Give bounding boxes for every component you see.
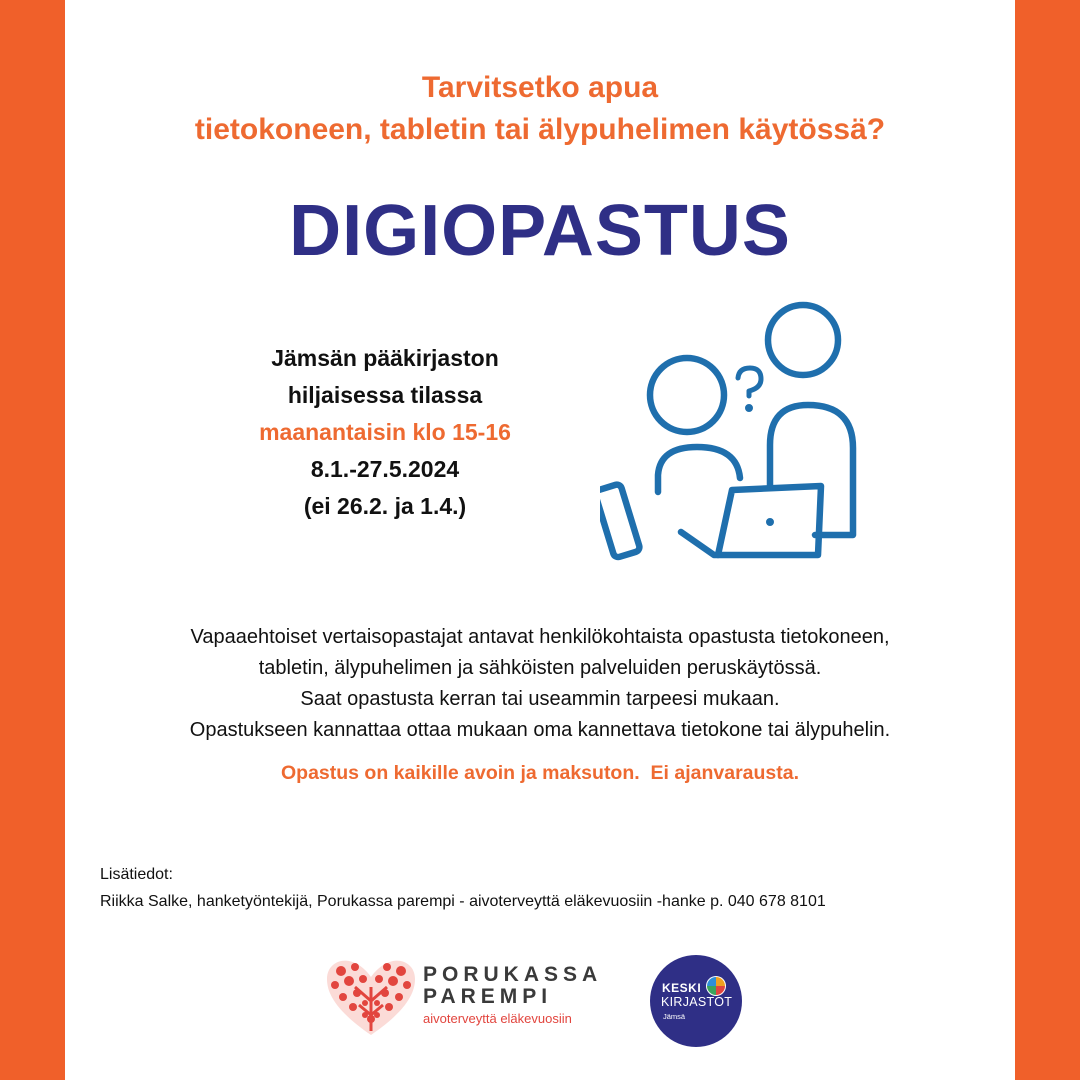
porukassa-tagline: aivoterveyttä eläkevuosiin	[423, 1011, 572, 1026]
keski-word: KESKI	[662, 981, 702, 995]
location-line-1: Jämsän pääkirjaston	[271, 345, 499, 371]
question-mark-dot	[747, 406, 751, 410]
parempi-word: PAREMPI	[423, 985, 553, 1008]
keski-kirjastot-logo	[650, 955, 742, 1047]
description-line-4: Opastukseen kannattaa ottaa mukaan oma kannettava tietokone tai älypuhelin.	[189, 719, 891, 741]
event-exceptions: (ei 26.2. ja 1.4.)	[303, 493, 467, 519]
left-orange-border	[0, 0, 65, 1080]
right-orange-border	[1015, 0, 1080, 1080]
description-text	[75, 622, 1005, 746]
event-dates: 8.1.-27.5.2024	[310, 456, 460, 482]
description-line-1: Vapaaehtoiset vertaisopastajat antavat henkilökohtaista opastusta tietokoneen,	[190, 626, 890, 648]
porukassa-word: PORUKASSA	[423, 963, 603, 986]
porukassa-parempi-logo-icon	[325, 957, 417, 1039]
contact-info	[100, 861, 826, 915]
porukassa-parempi-wordmark	[423, 964, 602, 1028]
headline-question-line-1: Tarvitsetko apua	[421, 71, 659, 104]
smartphone-icon	[600, 483, 641, 558]
laptop-camera-dot	[767, 519, 773, 525]
page-title: DIGIOPASTUS	[289, 191, 791, 271]
digital-guidance-icon	[600, 296, 870, 576]
contact-details: Riikka Salke, hanketyöntekijä, Porukassa parempi - aivoterveyttä eläkevuosiin -hanke p. 040 678 8101	[100, 893, 826, 910]
seated-person-head-icon	[650, 358, 724, 432]
standing-person-body-icon	[770, 405, 853, 535]
keski-kirjastot-mark-icon	[705, 975, 727, 997]
free-service-note: Opastus on kaikille avoin ja maksuton. Ei ajanvarausta.	[280, 762, 800, 784]
description-line-2: tabletin, älypuhelimen ja sähköisten palveluiden peruskäytössä.	[258, 657, 822, 679]
keski-location: Jämsä	[663, 1012, 686, 1021]
event-time: maanantaisin klo 15-16	[259, 419, 511, 445]
kirjastot-word: KIRJASTOT	[661, 995, 733, 1009]
question-mark-icon	[738, 368, 761, 396]
headline-question-line-2: tietokoneen, tabletin tai älypuhelimen käytössä?	[194, 113, 886, 146]
seated-person-body-icon	[658, 447, 740, 492]
standing-person-head-icon	[768, 305, 838, 375]
contact-label: Lisätiedot:	[100, 866, 173, 883]
description-line-3: Saat opastusta kerran tai useammin tarpeesi mukaan.	[300, 688, 780, 710]
event-details	[210, 340, 560, 525]
laptop-base-icon	[681, 532, 718, 555]
location-line-2: hiljaisessa tilassa	[287, 382, 483, 408]
